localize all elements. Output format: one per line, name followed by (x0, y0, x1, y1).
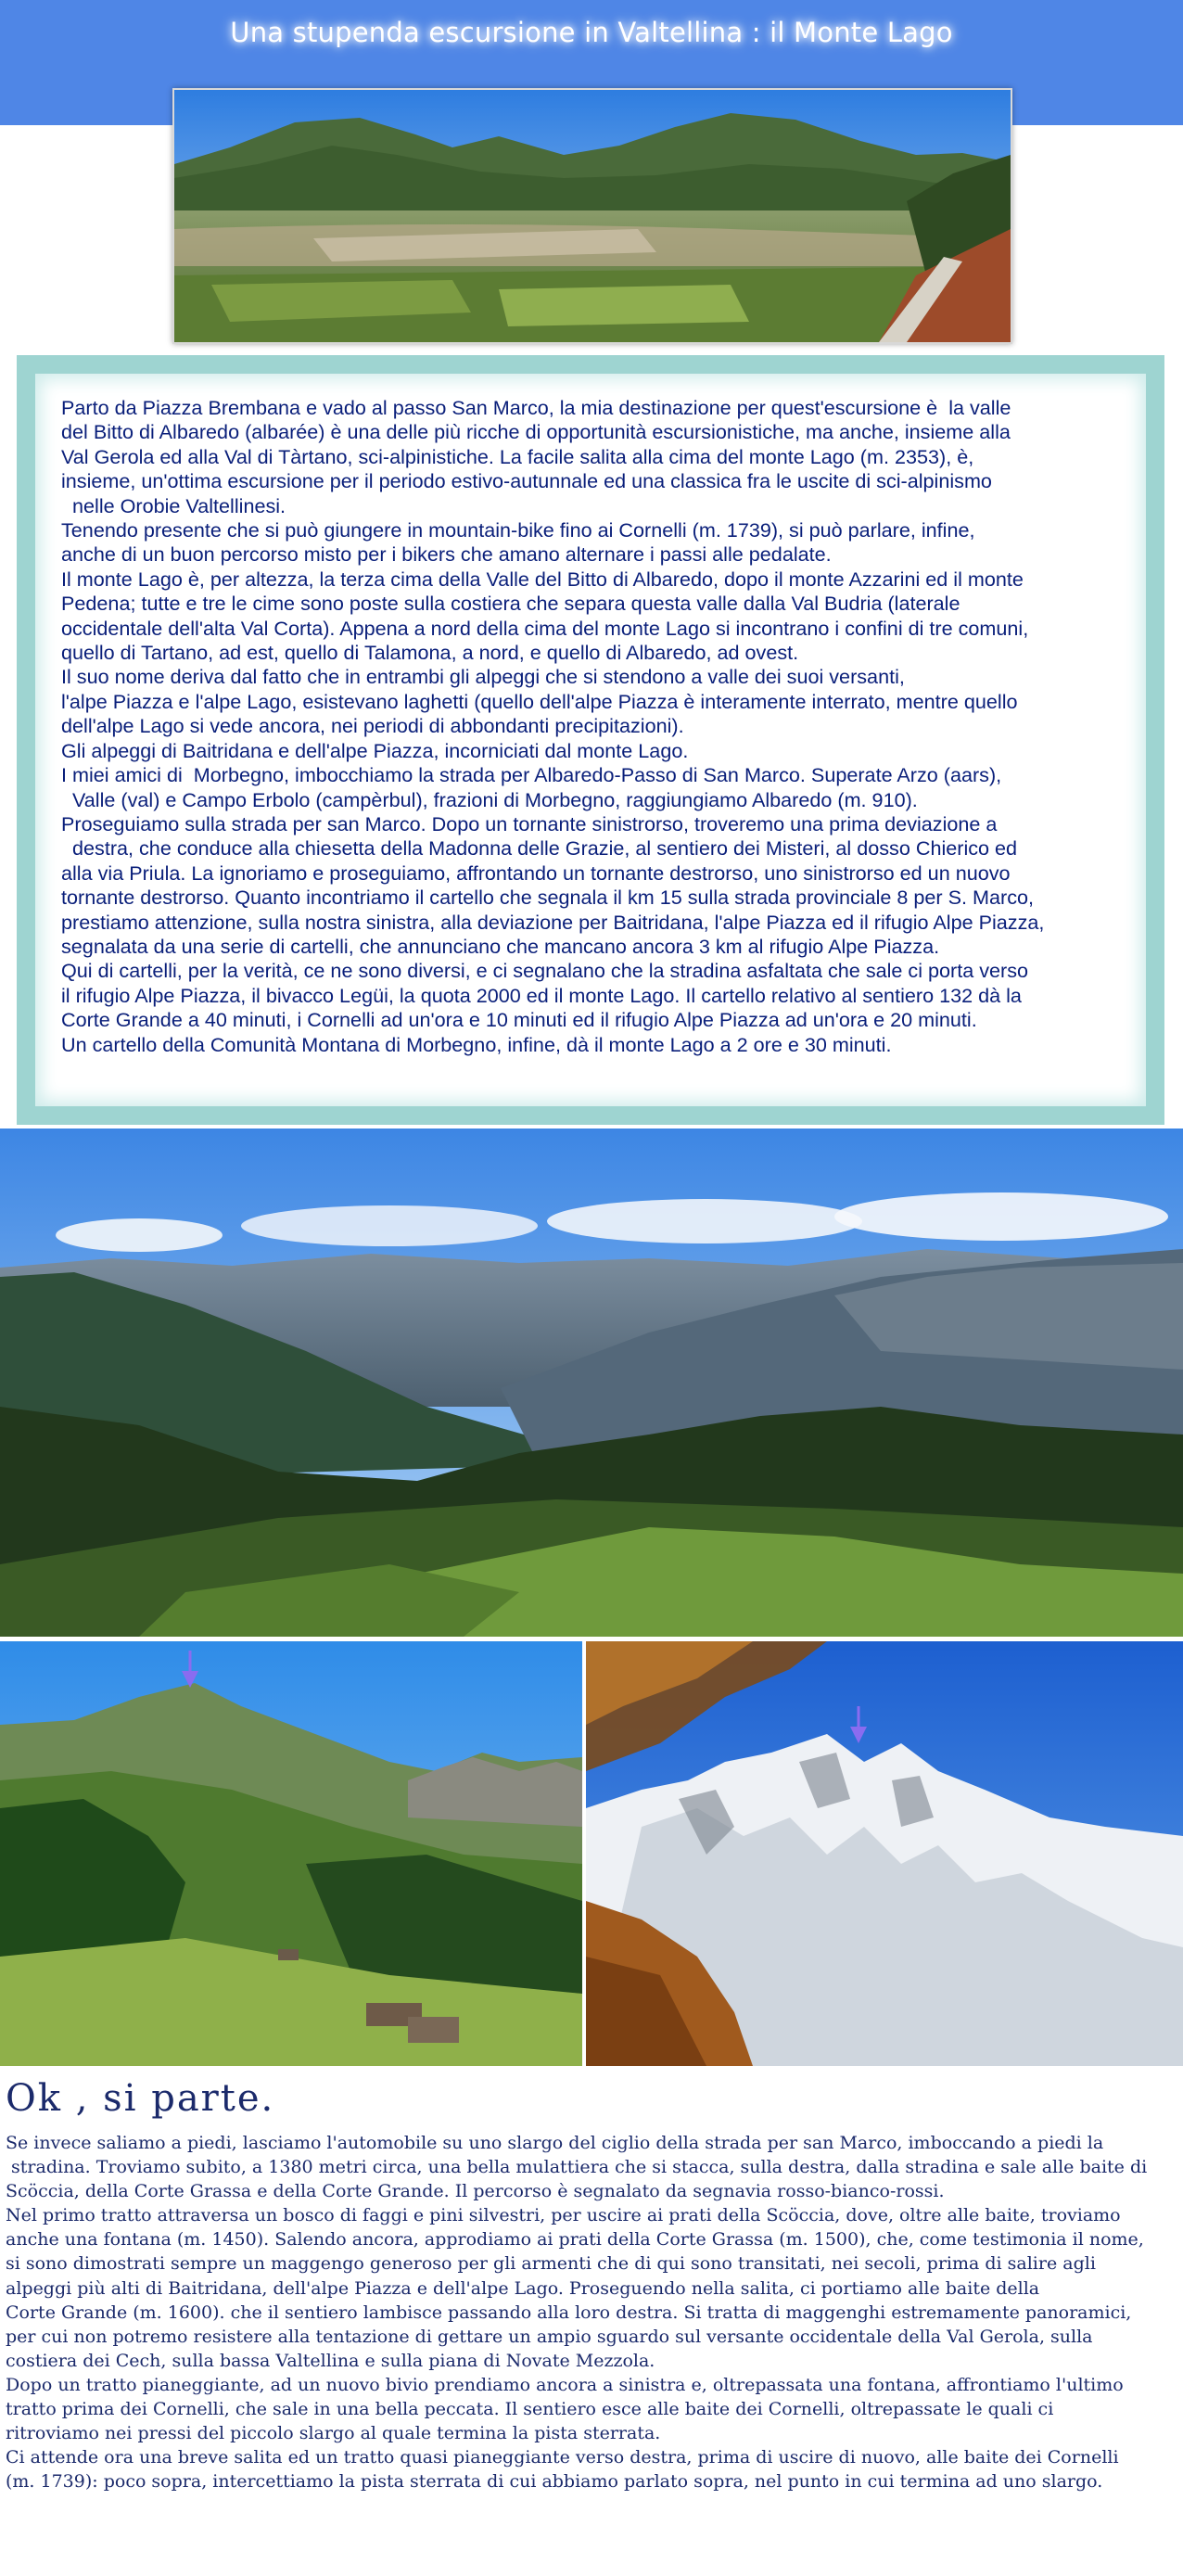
intro-line: Valle (val) e Campo Erbolo (campèrbul), frazioni di Morbegno, raggiungiamo Albaredo (m. 910). (61, 787, 918, 811)
intro-line: prestiamo attenzione, sulla nostra sinistra, alla deviazione per Baitridana, l'alpe Piazza ed il rifugio Alpe Piazza, (61, 910, 1045, 934)
intro-line: Qui di cartelli, per la verità, ce ne sono diversi, e ci segnalano che la stradina asfaltata che sale ci porta verso (61, 959, 1029, 983)
intro-line: del Bitto di Albaredo (albarée) è una delle più ricche di opportunità escursionistiche, ma anche, insieme alla (61, 420, 1011, 444)
valley-panorama-photo (172, 88, 1012, 344)
intro-line: Pedena; tutte e tre le cime sono poste sulla costiera che separa questa valle dalla Val Budria (laterale (61, 592, 960, 616)
page-title: Una stupenda escursione in Valtellina : il Monte Lago (230, 17, 953, 48)
intro-line: destra, che conduce alla chiesetta della Madonna delle Grazie, al sentiero dei Misteri, al dosso Chierico ed (61, 836, 1018, 861)
body-line: Corte Grande (m. 1600). che il sentiero lambisce passando alla loro destra. Si tratta di maggenghi estremamente panoramici, (6, 2302, 1132, 2323)
intro-line: il rifugio Alpe Piazza, il bivacco Legüi, la quota 2000 ed il monte Lago. Il cartello relativo al sentiero 132 dà la (61, 983, 1022, 1007)
intro-line: Val Gerola ed alla Val di Tàrtano, sci-alpinistiche. La facile salita alla cima del monte Lago (m. 2353), è, (61, 444, 974, 468)
intro-line: Un cartello della Comunità Montana di Morbegno, infine, dà il monte Lago a 2 ore e 30 minuti. (61, 1032, 892, 1056)
intro-line: I miei amici di Morbegno, imbocchiamo la strada per Albaredo-Passo di San Marco. Superate Arzo (aars), (61, 763, 1002, 787)
intro-line: insieme, un'ottima escursione per il periodo estivo-autunnale ed una classica fra le uscite di sci-alpinismo (61, 469, 992, 493)
intro-line: dell'alpe Lago si vede ancora, nei periodi di abbondanti precipitazioni). (61, 714, 684, 738)
body-line: alpeggi più alti di Baitridana, dell'alpe Piazza e dell'alpe Lago. Proseguendo nella salita, ci portiamo alle baite della (6, 2277, 1040, 2299)
body-line: Nel primo tratto attraversa un bosco di faggi e pini silvestri, per uscire ai prati della Scöccia, dove, oltre alle baite, troviamo (6, 2205, 1121, 2226)
intro-line: nelle Orobie Valtellinesi. (61, 493, 286, 517)
intro-line: l'alpe Piazza e l'alpe Lago, esistevano laghetti (quello dell'alpe Piazza è interamente interrato, mentre quello (61, 689, 1018, 713)
body-line: per cui non potremo resistere alla tentazione di gettare un ampio sguardo sul versante occidentale della Val Gerola, sulla (6, 2326, 1093, 2347)
intro-line: Parto da Piazza Brembana e vado al passo San Marco, la mia destinazione per quest'escursione è la valle (61, 396, 1011, 419)
snowy-mountain-photo (586, 1641, 1183, 2066)
section-heading: Ok , si parte. (6, 2077, 275, 2120)
intro-line: Corte Grande a 40 minuti, i Cornelli ad un'ora e 10 minuti ed il rifugio Alpe Piazza ad un'ora e 20 minuti. (61, 1008, 977, 1032)
intro-line: tornante destrorso. Quanto incontriamo il cartello che segnala il km 15 sulla strada provinciale 8 per S. Marco, (61, 886, 1035, 910)
intro-line: occidentale dell'alta Val Corta). Appena a nord della cima del monte Lago si incontrano i confini di tre comuni, (61, 616, 1029, 640)
intro-paragraph (61, 396, 1146, 1057)
intro-line: segnalata da una serie di cartelli, che annunciano che mancano ancora 3 km al rifugio Alpe Piazza. (61, 934, 940, 958)
intro-line: alla via Priula. La ignoriamo e proseguiamo, affrontando un tornante destrorso, uno sinistrorso ed un nuovo (61, 861, 1011, 885)
intro-line: Il suo nome deriva dal fatto che in entrambi gli alpeggi che si stendono a valle dei suoi versanti, (61, 665, 905, 689)
intro-line: anche di un buon percorso misto per i bikers che amano alternare i passi alle pedalate. (61, 542, 832, 567)
body-line: tratto prima dei Cornelli, che sale in una bella peccata. Il sentiero esce alle baite dei Cornelli, oltrepassate le quali ci (6, 2399, 1054, 2420)
body-line: (m. 1739): poco sopra, intercettiamo la pista sterrata di cui abbiamo parlato sopra, nel punto in cui termina ad uno slargo. (6, 2471, 1103, 2493)
mountain-landscape-photo (0, 1129, 1183, 1637)
intro-line: Tenendo presente che si può giungere in mountain-bike fino ai Cornelli (m. 1739), si può parlare, infine, (61, 518, 975, 542)
body-line: Scöccia, della Corte Grassa e della Corte Grande. Il percorso è segnalato da segnavia rosso-bianco-rossi. (6, 2181, 945, 2202)
green-slope-photo (0, 1641, 582, 2066)
body-line: anche una fontana (m. 1450). Salendo ancora, approdiamo ai prati della Corte Grassa (m. 1500), che, come testimonia il nome, (6, 2229, 1144, 2251)
body-line: costiera dei Cech, sulla bassa Valtellina e sulla piana di Novate Mezzola. (6, 2350, 655, 2371)
intro-text-frame (17, 355, 1164, 1125)
body-line: si sono dimostrati sempre un maggengo generoso per gli armenti che di qui sono transitati, nei secoli, prima di salire agli (6, 2253, 1096, 2275)
intro-text-panel (35, 374, 1146, 1106)
intro-line: quello di Tartano, ad est, quello di Talamona, a nord, e quello di Albaredo, ad ovest. (61, 641, 799, 665)
intro-line: Il monte Lago è, per altezza, la terza cima della Valle del Bitto di Albaredo, dopo il monte Azzarini ed il monte (61, 567, 1024, 591)
body-line: Dopo un tratto pianeggiante, ad un nuovo bivio prendiamo ancora a sinistra e, oltrepassata una fontana, affrontiamo l'ultimo (6, 2374, 1124, 2395)
intro-line: Proseguiamo sulla strada per san Marco. Dopo un tornante sinistrorso, troveremo una prima deviazione a (61, 811, 998, 835)
section-paragraph (6, 2131, 1181, 2493)
body-line: Ci attende ora una breve salita ed un tratto quasi pianeggiante verso destra, prima di uscire di nuovo, alle baite dei Cornelli (6, 2447, 1119, 2468)
body-line: stradina. Troviamo subito, a 1380 metri circa, una bella mulattiera che si stacca, sulla destra, dalla stradina e sale alle baite di (6, 2157, 1148, 2178)
body-line: ritroviamo nei pressi del piccolo slargo al quale termina la pista sterrata. (6, 2423, 661, 2444)
body-line: Se invece saliamo a piedi, lasciamo l'automobile su uno slargo del ciglio della strada per san Marco, imboccando a piedi la (6, 2133, 1104, 2153)
intro-line: Gli alpeggi di Baitridana e dell'alpe Piazza, incorniciati dal monte Lago. (61, 738, 689, 762)
